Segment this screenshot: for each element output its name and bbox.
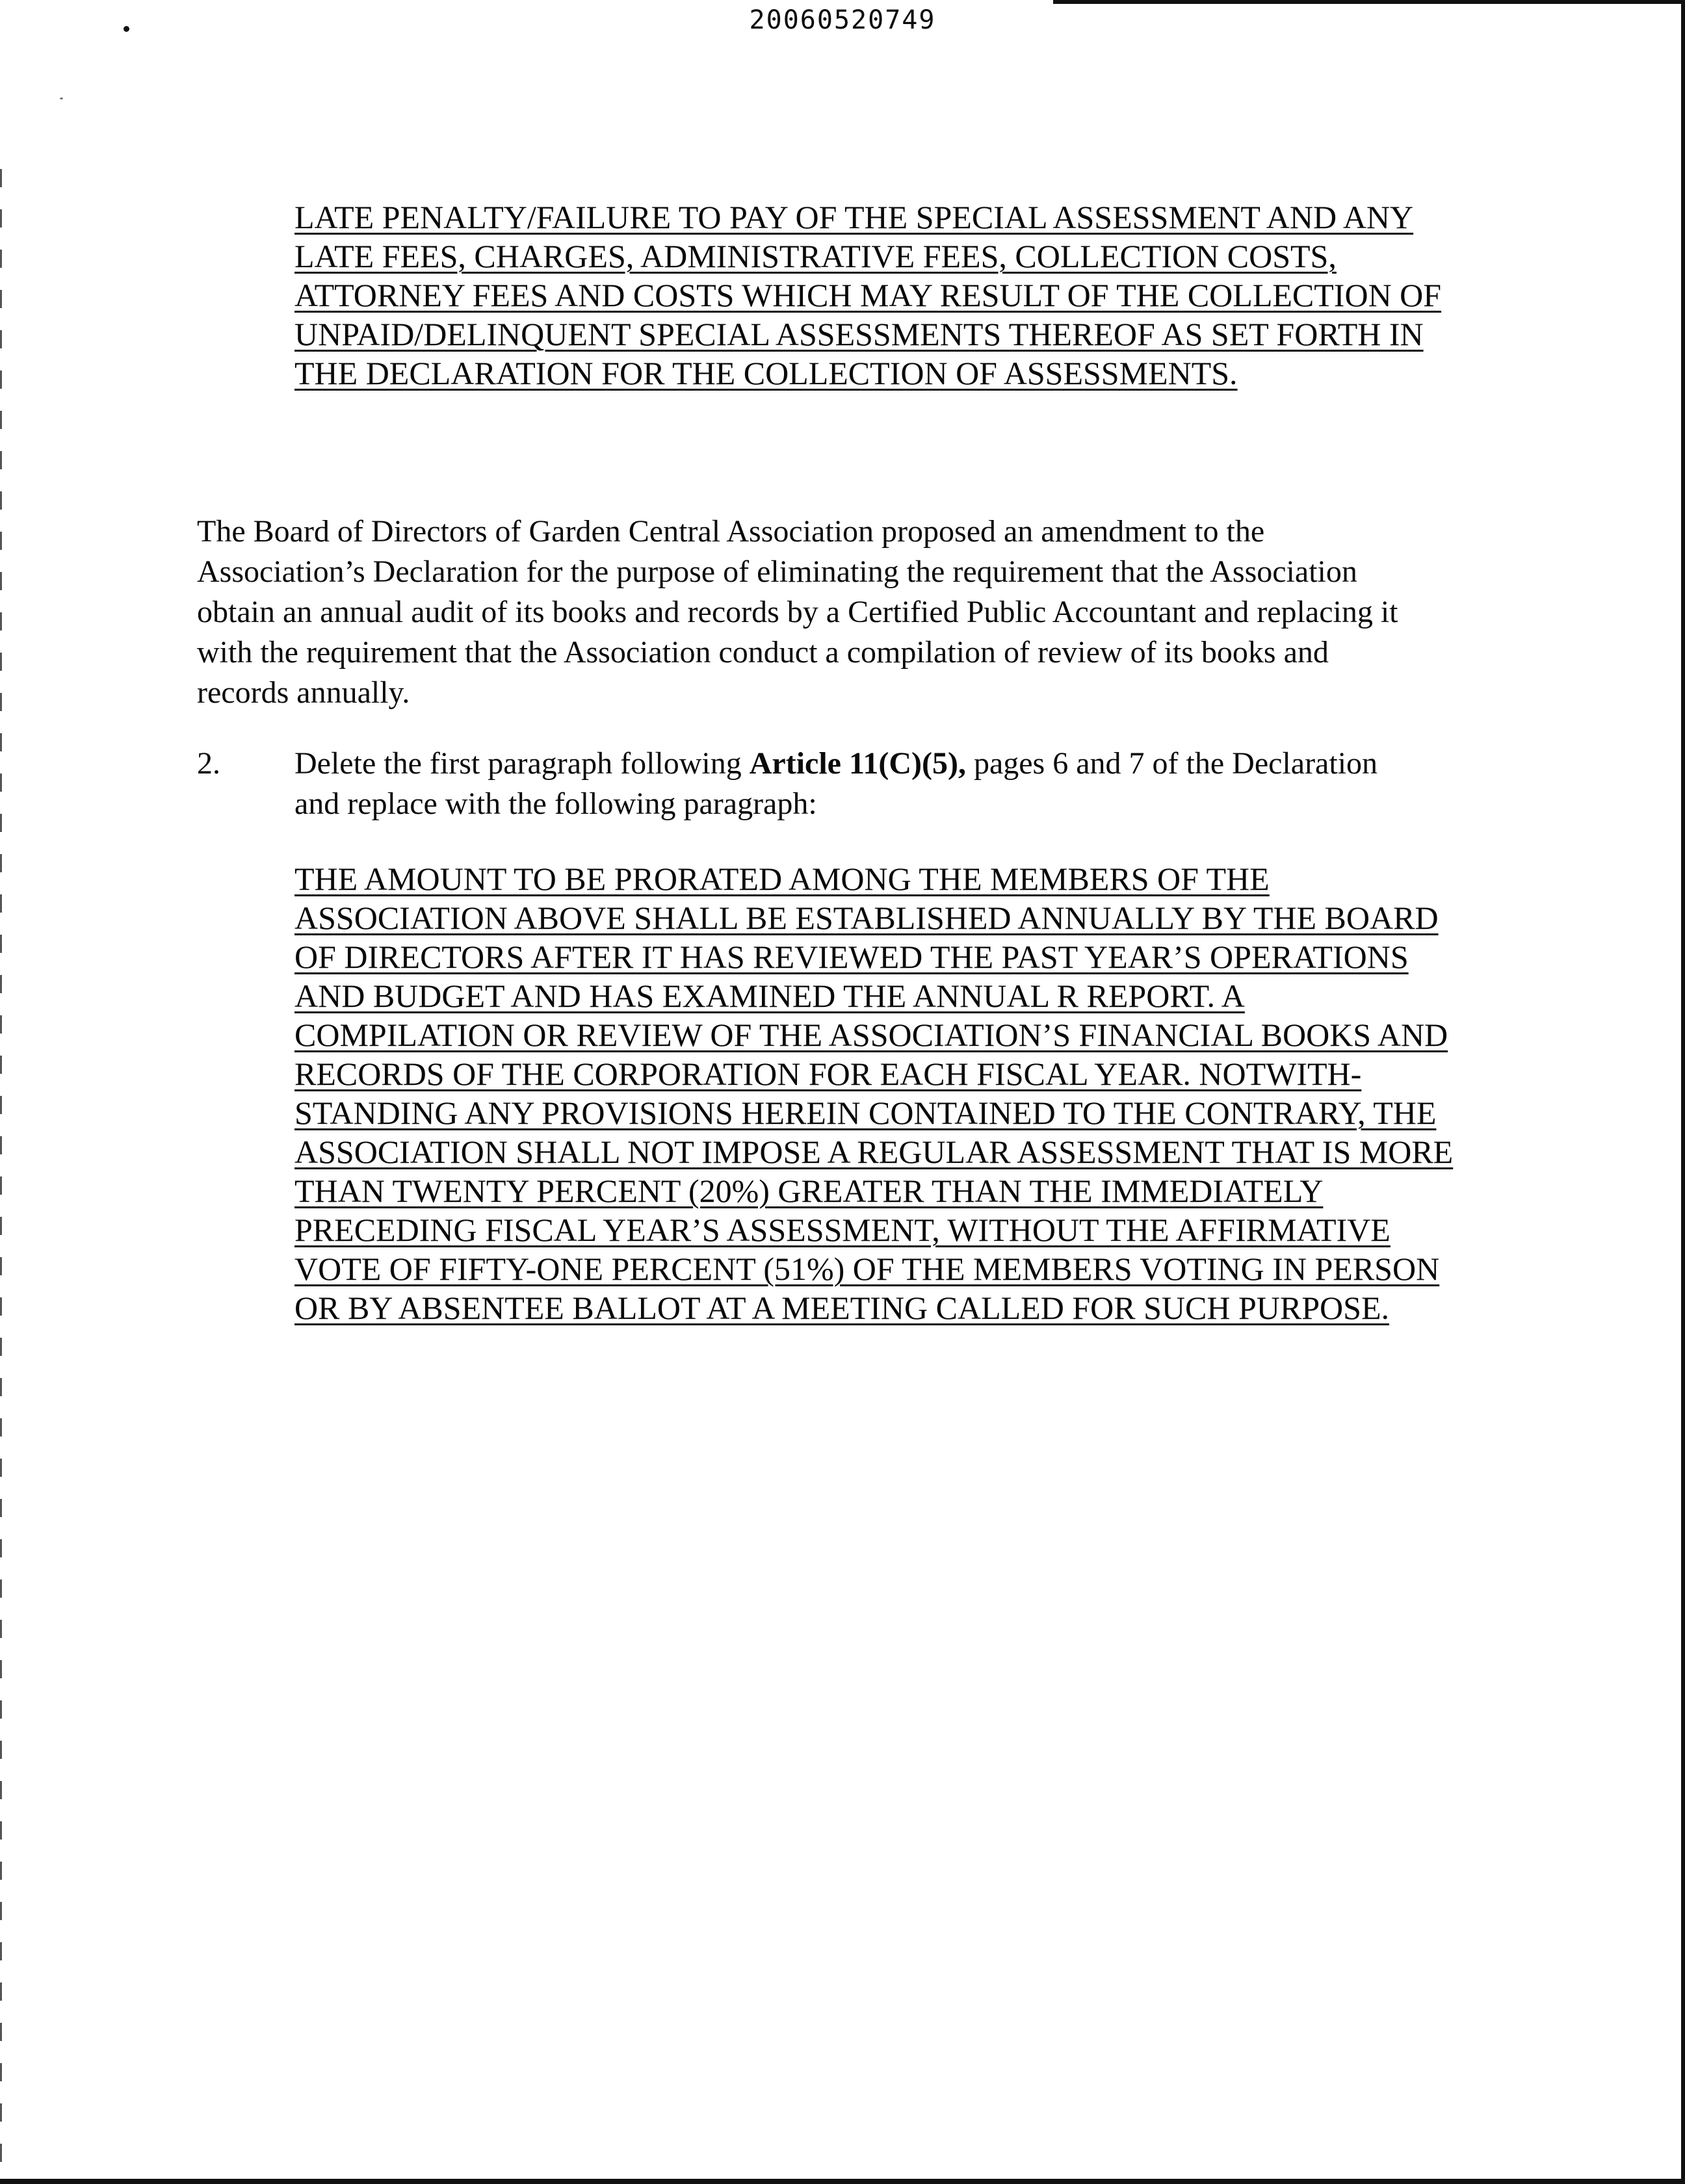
amendment-line: COMPILATION OR REVIEW OF THE ASSOCIATION’S FINANCIAL BOOKS AND [294,1017,1448,1053]
amendment-1-text [294,198,1504,393]
amendment-line: OR BY ABSENTEE BALLOT AT A MEETING CALLED FOR SUCH PURPOSE. [294,1290,1389,1326]
amendment-line: VOTE OF FIFTY-ONE PERCENT (51%) OF THE MEMBERS VOTING IN PERSON [294,1251,1440,1287]
item-text-before-ref: Delete the first paragraph following [294,746,750,781]
purpose-paragraph [197,512,1471,713]
item-instruction-line-2: and replace with the following paragraph: [294,786,817,821]
paragraph-line: The Board of Directors of Garden Central Association proposed an amendment to the [197,514,1265,549]
amendment-line: LATE FEES, CHARGES, ADMINISTRATIVE FEES, COLLECTION COSTS, [294,238,1337,274]
scan-edge-right [1681,0,1685,2184]
item-instruction [294,744,1497,824]
item-text-after-ref: pages 6 and 7 of the Declaration [965,746,1378,781]
amendment-line: THE AMOUNT TO BE PRORATED AMONG THE MEMBERS OF THE [294,861,1270,897]
amendment-2-text [294,859,1504,1327]
paragraph-line: Association’s Declaration for the purpose of eliminating the requirement that the Association [197,554,1357,589]
amendment-line: ASSOCIATION ABOVE SHALL BE ESTABLISHED ANNUALLY BY THE BOARD [294,900,1439,936]
amendment-line: STANDING ANY PROVISIONS HEREIN CONTAINED TO THE CONTRARY, THE [294,1095,1437,1131]
amendment-line: OF DIRECTORS AFTER IT HAS REVIEWED THE PAST YEAR’S OPERATIONS [294,939,1409,975]
scan-speck [60,98,63,99]
scan-edge-left [0,169,2,2184]
document-number: 20060520749 [749,5,936,35]
amendment-line: ATTORNEY FEES AND COSTS WHICH MAY RESULT OF THE COLLECTION OF [294,277,1442,313]
amendment-line: RECORDS OF THE CORPORATION FOR EACH FISCAL YEAR. NOTWITH- [294,1056,1362,1092]
paragraph-line: records annually. [197,675,410,710]
item-instruction-line-1 [294,744,1497,784]
amendment-line: THAN TWENTY PERCENT (20%) GREATER THAN THE IMMEDIATELY [294,1173,1324,1209]
paragraph-line: with the requirement that the Association conduct a compilation of review of its books and [197,635,1329,670]
amendment-line: PRECEDING FISCAL YEAR’S ASSESSMENT, WITHOUT THE AFFIRMATIVE [294,1212,1391,1248]
paragraph-line: obtain an annual audit of its books and records by a Certified Public Accountant and replacing it [197,595,1398,629]
amendment-line: ASSOCIATION SHALL NOT IMPOSE A REGULAR ASSESSMENT THAT IS MORE [294,1134,1454,1170]
amendment-line: UNPAID/DELINQUENT SPECIAL ASSESSMENTS THEREOF AS SET FORTH IN [294,316,1424,352]
scan-edge-bottom [0,2179,1685,2184]
amendment-line: AND BUDGET AND HAS EXAMINED THE ANNUAL R REPORT. A [294,978,1245,1014]
amendment-line: THE DECLARATION FOR THE COLLECTION OF ASSESSMENTS. [294,355,1238,391]
scan-edge-top [1053,0,1685,4]
article-reference: Article 11(C)(5), [749,746,966,781]
item-number: 2. [197,746,220,781]
amendment-line: LATE PENALTY/FAILURE TO PAY OF THE SPECIAL ASSESSMENT AND ANY [294,199,1414,235]
